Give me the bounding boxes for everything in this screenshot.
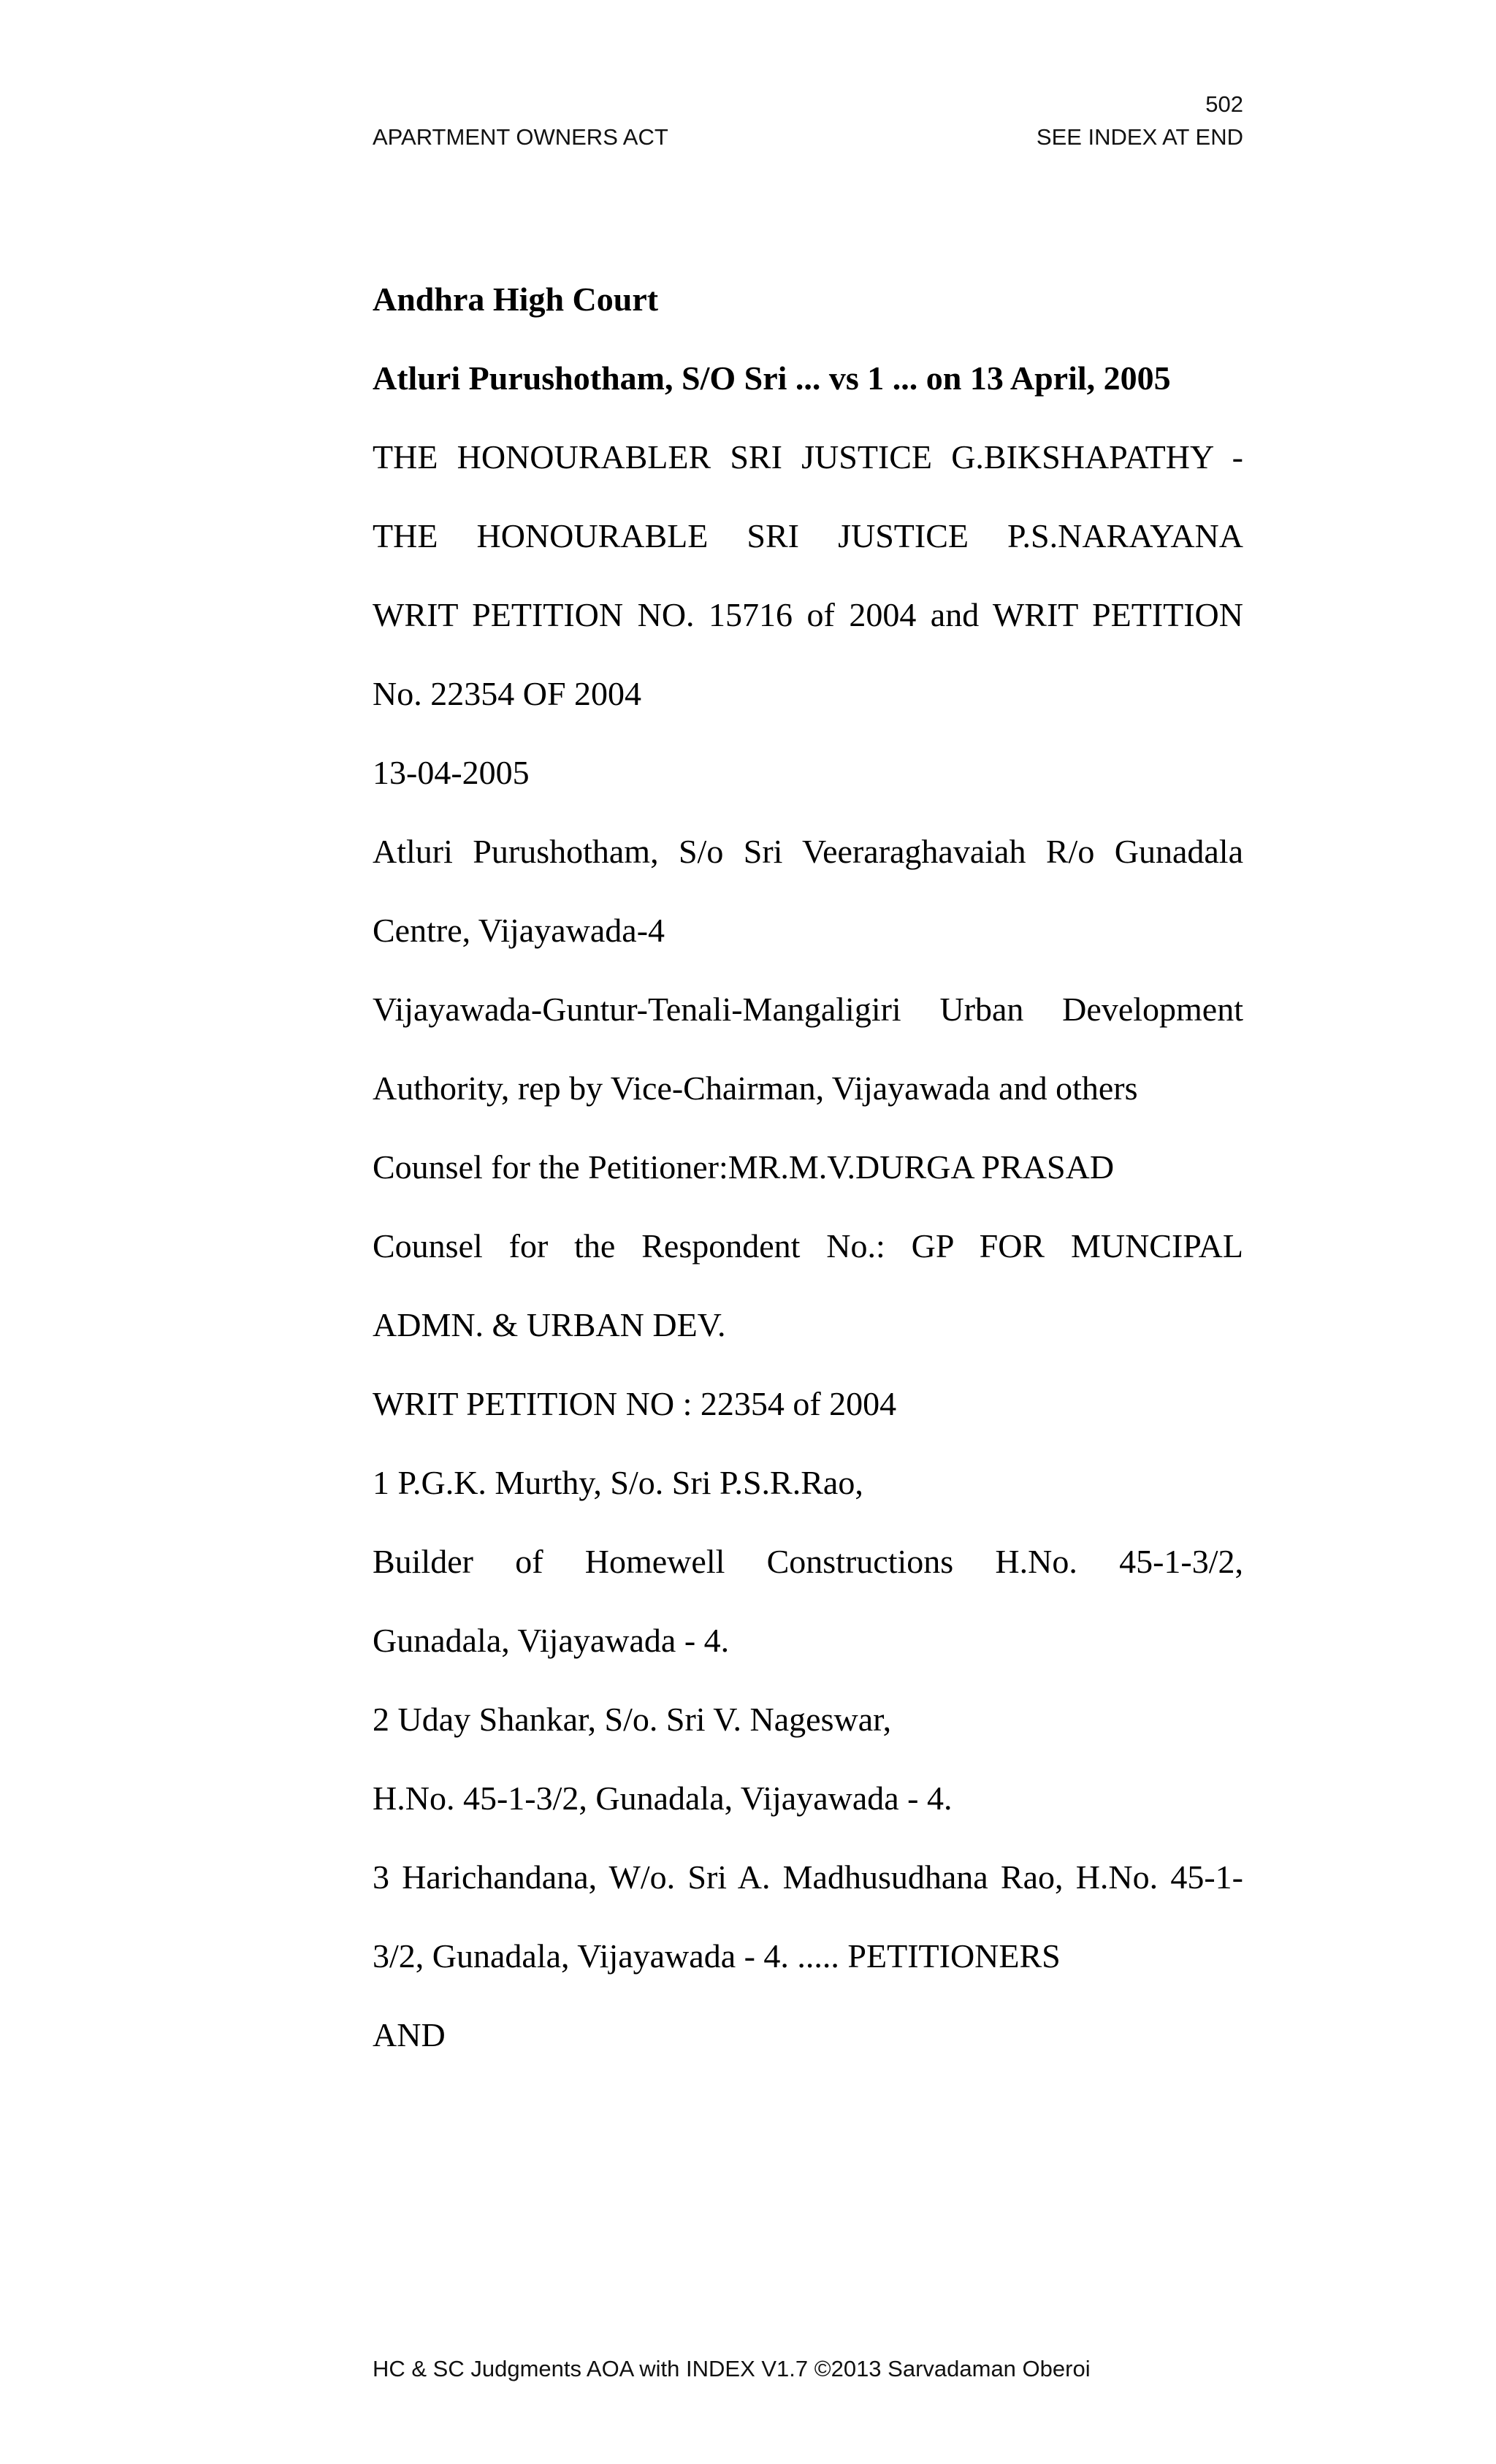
- text-line: No. 22354 OF 2004: [373, 675, 642, 712]
- text-line: H.No. 45-1-3/2, Gunadala, Vijayawada - 4.: [373, 1780, 953, 1817]
- text-line: 13-04-2005: [373, 754, 530, 791]
- court-name: Andhra High Court: [373, 281, 659, 318]
- text-line: AND: [373, 2016, 446, 2053]
- text-line: Counsel for the Respondent No.: GP FOR MUNCIPAL: [373, 1227, 1243, 1265]
- text-line: Authority, rep by Vice-Chairman, Vijayawada and others: [373, 1069, 1138, 1107]
- text-line: 1 P.G.K. Murthy, S/o. Sri P.S.R.Rao,: [373, 1464, 863, 1501]
- case-title: Atluri Purushotham, S/O Sri ... vs 1 ... on 13 April, 2005: [373, 359, 1171, 397]
- text-line: Gunadala, Vijayawada - 4.: [373, 1622, 730, 1659]
- page-number: 502: [1205, 91, 1243, 117]
- running-header-left: APARTMENT OWNERS ACT: [373, 124, 668, 150]
- page-footer: HC & SC Judgments AOA with INDEX V1.7 ©2013 Sarvadaman Oberoi: [373, 2356, 1091, 2381]
- text-line: WRIT PETITION NO. 15716 of 2004 and WRIT PETITION: [373, 596, 1243, 633]
- text-line: THE HONOURABLE SRI JUSTICE P.S.NARAYANA: [373, 517, 1243, 554]
- text-line: Atluri Purushotham, S/o Sri Veeraraghavaiah R/o Gunadala: [373, 833, 1243, 870]
- judgment-body: [373, 260, 1243, 2075]
- running-header-right: SEE INDEX AT END: [1036, 124, 1243, 150]
- text-line: 3/2, Gunadala, Vijayawada - 4. ..... PETITIONERS: [373, 1937, 1061, 1975]
- text-line: THE HONOURABLER SRI JUSTICE G.BIKSHAPATHY -: [373, 438, 1243, 476]
- text-line: WRIT PETITION NO : 22354 of 2004: [373, 1385, 897, 1422]
- text-line: Builder of Homewell Constructions H.No. 45-1-3/2,: [373, 1543, 1243, 1580]
- text-line: ADMN. & URBAN DEV.: [373, 1306, 726, 1343]
- text-line: Vijayawada-Guntur-Tenali-Mangaligiri Urban Development: [373, 991, 1243, 1028]
- text-line: 2 Uday Shankar, S/o. Sri V. Nageswar,: [373, 1701, 892, 1738]
- text-line: Counsel for the Petitioner:MR.M.V.DURGA PRASAD: [373, 1148, 1115, 1186]
- text-line: Centre, Vijayawada-4: [373, 912, 665, 949]
- text-line: 3 Harichandana, W/o. Sri A. Madhusudhana Rao, H.No. 45-1-: [373, 1858, 1243, 1896]
